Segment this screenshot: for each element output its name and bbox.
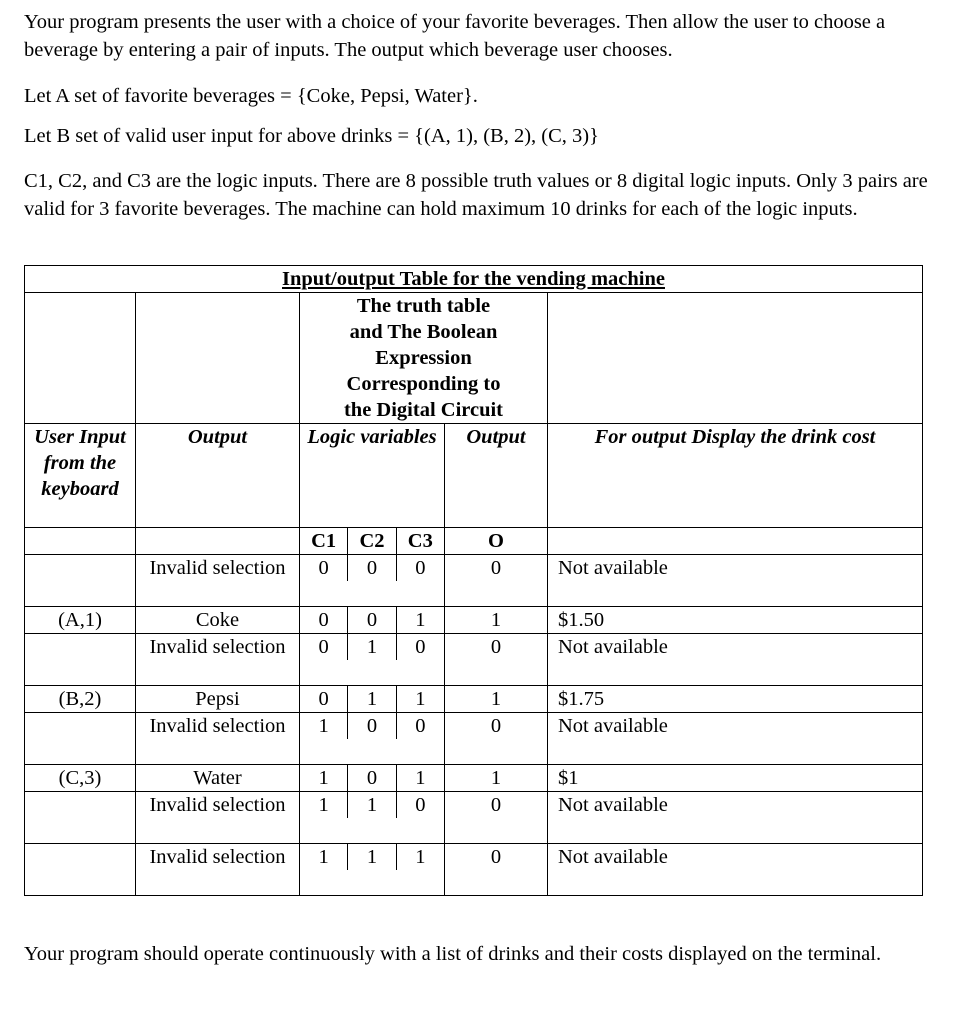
intro-paragraph-3: Let B set of valid user input for above drinks = {(A, 1), (B, 2), (C, 3)} [24,125,599,147]
cell-c2: 1 [347,634,395,660]
cell-user-input: (B,2) [25,686,136,713]
cell-logic-bits [300,792,445,844]
table-row [25,686,923,713]
cell-logic-output: 1 [445,765,548,792]
intro-paragraph-4: C1, C2, and C3 are the logic inputs. There are 8 possible truth values or 8 digital logic inputs. Only 3 pairs are valid for 3 favorite beverages. The machine can hold maximum 10 drinks for each of the logic inputs. [24,170,928,220]
cell-c1: 1 [318,767,329,789]
bit-header-c1: C1 [311,530,337,552]
cell-output: Invalid selection [136,792,300,844]
cell-cost: Not available [548,792,923,844]
cell-c3: 0 [396,713,444,739]
table-row [25,607,923,634]
cell-output: Invalid selection [136,713,300,765]
cell-logic-output: 0 [445,634,548,686]
cell-c1: 0 [318,688,329,710]
cell-c2: 1 [347,792,395,818]
cell-cost: $1.75 [548,686,923,713]
cell-c2: 0 [347,713,395,739]
cell-c3: 1 [396,765,444,791]
cell-cost: Not available [548,555,923,607]
header-cost: For output Display the drink cost [548,424,923,528]
cell-logic-output: 0 [445,792,548,844]
cell-c3: 1 [396,686,444,712]
o-header: O [445,528,548,555]
closing-paragraph: Your program should operate continuously with a list of drinks and their costs displayed on the terminal. [24,943,882,965]
cell-c2: 1 [347,844,395,870]
cell-logic-bits [300,765,445,792]
bit-header-c3: C3 [396,528,444,554]
cell-c1: 0 [318,557,329,579]
cell-c3: 0 [396,634,444,660]
table-row [25,713,923,765]
cell-output: Invalid selection [136,555,300,607]
table-row [25,792,923,844]
cell-logic-bits [300,607,445,634]
cell-user-input: (A,1) [25,607,136,634]
cell-logic-bits [300,713,445,765]
cell-logic-bits [300,686,445,713]
cell-logic-output: 1 [445,607,548,634]
cell-c1: 1 [318,794,329,816]
header-output: Output [136,424,300,528]
cell-user-input [25,555,136,607]
cell-c2: 1 [347,686,395,712]
cell-logic-output: 0 [445,844,548,896]
cell-cost: Not available [548,713,923,765]
cell-output: Pepsi [136,686,300,713]
bit-header-row [300,528,445,555]
header-logic-variables: Logic variables [300,424,445,528]
cell-c1: 1 [318,715,329,737]
intro-paragraph-1: Your program presents the user with a choice of your favorite beverages. Then allow the user to choose a beverage by entering a pair of inputs. The output which beverage user chooses. [24,11,886,61]
cell-user-input: (C,3) [25,765,136,792]
table-title: Input/output Table for the vending machine [25,266,923,293]
cell-logic-bits [300,844,445,896]
table-row [25,555,923,607]
cell-user-input [25,844,136,896]
cell-output: Invalid selection [136,844,300,896]
cell-cost: Not available [548,844,923,896]
cell-cost: $1 [548,765,923,792]
cell-c3: 1 [396,607,444,633]
cell-c3: 0 [396,555,444,581]
cell-logic-bits [300,555,445,607]
cell-user-input [25,713,136,765]
cell-output: Coke [136,607,300,634]
cell-user-input [25,792,136,844]
cell-c3: 0 [396,792,444,818]
cell-c2: 0 [347,607,395,633]
bit-header-c2: C2 [347,528,395,554]
cell-c1: 0 [318,609,329,631]
cell-cost: Not available [548,634,923,686]
vending-machine-table [24,265,923,896]
table-subtitle: The truth table and The Boolean Expression Corresponding to the Digital Circuit [300,293,548,424]
cell-c1: 0 [318,636,329,658]
cell-cost: $1.50 [548,607,923,634]
table-row [25,634,923,686]
table-row [25,765,923,792]
cell-logic-output: 1 [445,686,548,713]
cell-logic-bits [300,634,445,686]
cell-c3: 1 [396,844,444,870]
cell-output: Invalid selection [136,634,300,686]
cell-output: Water [136,765,300,792]
cell-logic-output: 0 [445,555,548,607]
table-row [25,844,923,896]
header-user-input: User Input from the keyboard [25,424,136,528]
intro-paragraph-2: Let A set of favorite beverages = {Coke, Pepsi, Water}. [24,85,478,107]
cell-logic-output: 0 [445,713,548,765]
cell-c1: 1 [318,846,329,868]
cell-c2: 0 [347,765,395,791]
header-logic-output: Output [445,424,548,528]
cell-c2: 0 [347,555,395,581]
cell-user-input [25,634,136,686]
